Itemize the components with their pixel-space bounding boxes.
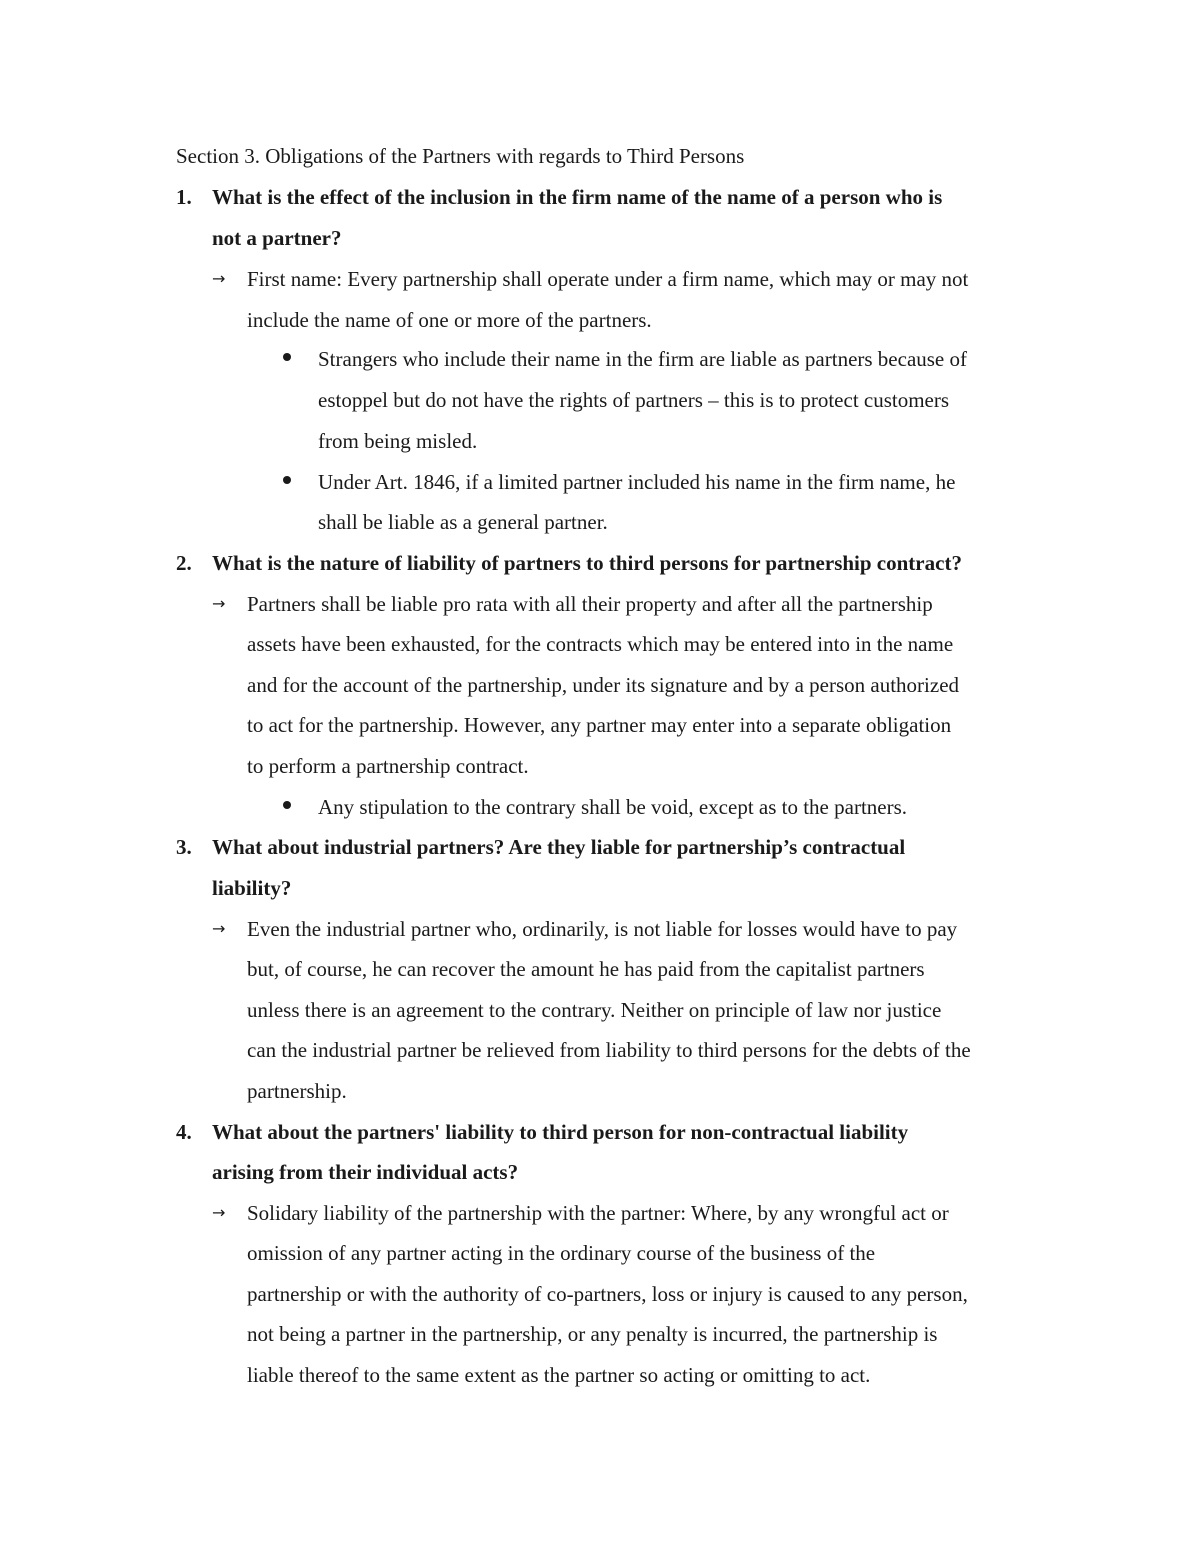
answer-text-line: Even the industrial partner who, ordinarily, is not liable for losses would have to pay — [247, 917, 958, 941]
question-text-line: What is the effect of the inclusion in the firm name of the name of a person who is — [212, 185, 943, 209]
answer-text-line: unless there is an agreement to the contrary. Neither on principle of law nor justice — [247, 998, 942, 1022]
question-number: 4. — [176, 1120, 192, 1144]
bullet-text-line: estoppel but do not have the rights of partners – this is to protect customers — [318, 388, 950, 412]
answer-text-line: not being a partner in the partnership, or any penalty is incurred, the partnership is — [247, 1322, 938, 1346]
bullet-text-line: Under Art. 1846, if a limited partner included his name in the firm name, he — [318, 470, 956, 494]
question-number: 2. — [176, 551, 192, 575]
answer-text-line: partnership. — [247, 1079, 347, 1103]
answer-text-line: to act for the partnership. However, any partner may enter into a separate obligation — [247, 713, 952, 737]
answer-text-line: but, of course, he can recover the amount he has paid from the capitalist partners — [247, 957, 925, 981]
question-text-line: What about industrial partners? Are they liable for partnership’s contractual — [212, 835, 906, 859]
arrow-icon: → — [212, 269, 226, 288]
answer-text-line: to perform a partnership contract. — [247, 754, 529, 778]
arrow-icon: → — [212, 1203, 226, 1222]
question-text-line: What about the partners' liability to third person for non-contractual liability — [212, 1120, 909, 1144]
answer-text-line: can the industrial partner be relieved from liability to third persons for the debts of the — [247, 1038, 971, 1062]
bullet-icon — [283, 353, 291, 361]
bullet-icon — [283, 801, 291, 809]
answer-text-line: First name: Every partnership shall operate under a firm name, which may or may not — [247, 267, 969, 291]
bullet-icon — [283, 476, 291, 484]
question-text-line: What is the nature of liability of partners to third persons for partnership contract? — [212, 551, 962, 575]
question-number: 3. — [176, 835, 192, 859]
question-text-line: not a partner? — [212, 226, 342, 250]
question-number: 1. — [176, 185, 192, 209]
answer-text-line: include the name of one or more of the partners. — [247, 308, 652, 332]
answer-text-line: assets have been exhausted, for the contracts which may be entered into in the name — [247, 632, 954, 656]
answer-text-line: Solidary liability of the partnership with the partner: Where, by any wrongful act or — [247, 1201, 949, 1225]
bullet-text-line: Strangers who include their name in the firm are liable as partners because of — [318, 347, 968, 371]
bullet-text-line: shall be liable as a general partner. — [318, 510, 608, 534]
question-text-line: arising from their individual acts? — [212, 1160, 519, 1184]
answer-text-line: partnership or with the authority of co-partners, loss or injury is caused to any person, — [247, 1282, 968, 1306]
answer-text-line: omission of any partner acting in the ordinary course of the business of the — [247, 1241, 876, 1265]
answer-text-line: and for the account of the partnership, under its signature and by a person authorized — [247, 673, 960, 697]
section-title: Section 3. Obligations of the Partners with regards to Third Persons — [176, 144, 745, 168]
bullet-text-line: from being misled. — [318, 429, 478, 453]
arrow-icon: → — [212, 919, 226, 938]
arrow-icon: → — [212, 594, 226, 613]
answer-text-line: Partners shall be liable pro rata with all their property and after all the partnership — [247, 592, 933, 616]
bullet-text-line: Any stipulation to the contrary shall be void, except as to the partners. — [318, 795, 908, 819]
answer-text-line: liable thereof to the same extent as the partner so acting or omitting to act. — [247, 1363, 871, 1387]
question-text-line: liability? — [212, 876, 292, 900]
